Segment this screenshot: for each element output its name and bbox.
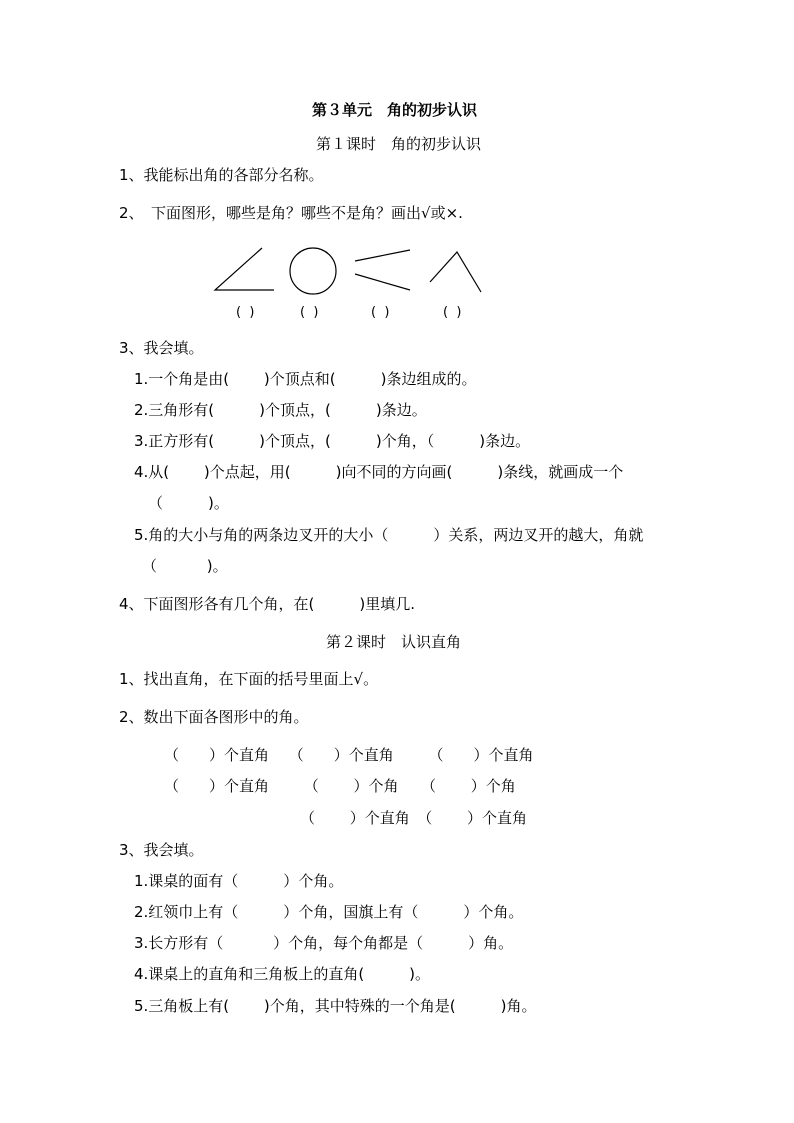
lesson1-fill-item-4-cont: （ )。 — [148, 494, 229, 512]
unit-title: 第３单元 角的初步认识 — [312, 101, 478, 119]
lesson2-fill-item-2: 2.红领巾上有（ ）个角，国旗上有（ ）个角。 — [134, 903, 524, 921]
lesson2-question-1: 1、找出直角，在下面的括号里面上√。 — [119, 670, 379, 688]
right-angle-count-row-1: （ ）个直角 （ ）个直角 （ ）个直角 — [164, 746, 534, 764]
lesson2-fill-item-4: 4.课桌上的直角和三角板上的直角( )。 — [134, 965, 431, 983]
lesson1-fill-item-5-cont: （ )。 — [142, 557, 228, 575]
angle-shapes-figure — [210, 244, 490, 300]
right-angle-count-row-3: （ ）个直角 （ ）个直角 — [300, 809, 528, 827]
shape-answer-4[interactable]: ( ) — [443, 305, 462, 320]
lesson2-question-2: 2、数出下面各图形中的角。 — [119, 708, 309, 726]
shape-answer-3[interactable]: ( ) — [371, 305, 390, 320]
lesson2-fill-item-3: 3.长方形有（ ）个角，每个角都是（ ）角。 — [134, 934, 514, 952]
lesson2-fill-item-1: 1.课桌的面有（ ）个角。 — [134, 872, 344, 890]
lesson1-question-3-title: 3、我会填。 — [119, 339, 204, 357]
lesson2-question-3-title: 3、我会填。 — [119, 841, 204, 859]
lesson1-question-2: 2、 下面图形，哪些是角？哪些不是角？画出√或×. — [119, 204, 463, 222]
lesson1-fill-item-5: 5.角的大小与角的两条边叉开的大小（ ）关系，两边叉开的越大，角就 — [134, 526, 644, 544]
right-angle-count-row-2: （ ）个直角 （ ）个角 （ ）个角 — [164, 777, 516, 795]
shape-angle-1 — [215, 248, 274, 290]
shape-answer-1[interactable]: ( ) — [236, 305, 255, 320]
lesson1-question-4: 4、下面图形各有几个角，在( )里填几. — [119, 595, 416, 613]
lesson2-fill-item-5: 5.三角板上有( )个角，其中特殊的一个角是( )角。 — [134, 997, 537, 1015]
shape-answer-2[interactable]: ( ) — [300, 305, 319, 320]
lesson1-fill-item-2: 2.三角形有( )个顶点，( )条边。 — [134, 401, 427, 419]
lesson1-question-1: 1、我能标出角的各部分名称。 — [119, 166, 324, 184]
lesson1-fill-item-4: 4.从( )个点起，用( )向不同的方向画( )条线，就画成一个 — [134, 463, 624, 481]
shape-open-lines — [355, 250, 410, 290]
lesson1-title: 第１课时 角的初步认识 — [316, 135, 482, 153]
lesson1-fill-item-3: 3.正方形有( )个顶点，( )个角，（ )条边。 — [134, 432, 531, 450]
lesson1-fill-item-1: 1.一个角是由( )个顶点和( )条边组成的。 — [134, 370, 477, 388]
lesson2-title: 第２课时 认识直角 — [326, 633, 462, 651]
shape-angle-2 — [430, 252, 481, 292]
shape-circle — [290, 248, 336, 294]
